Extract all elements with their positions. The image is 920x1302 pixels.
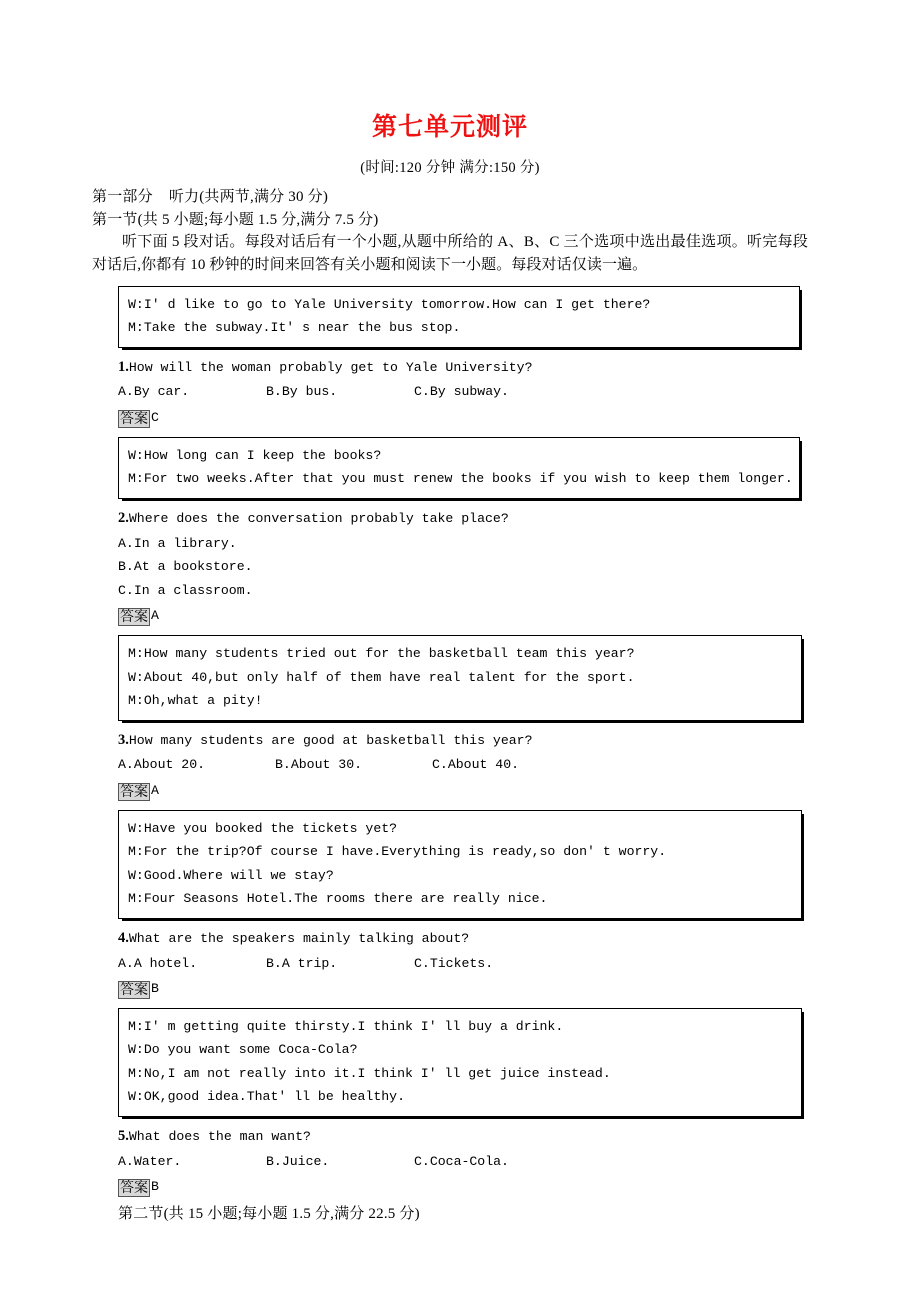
option-b[interactable]: B.At a bookstore. xyxy=(118,559,253,575)
question-text: How many students are good at basketball this year? xyxy=(128,732,533,748)
answer-letter: B xyxy=(151,981,159,996)
dialog-line: W:Good.Where will we stay? xyxy=(128,867,334,883)
question-options xyxy=(118,753,808,777)
answer-letter: A xyxy=(151,782,159,798)
question-number: 3. xyxy=(118,731,129,748)
dialog-line: W:How long can I keep the books? xyxy=(128,447,382,463)
option-c[interactable]: C.By subway. xyxy=(414,384,509,400)
question-list xyxy=(92,286,808,1200)
question-text: What does the man want? xyxy=(128,1128,311,1144)
answer-row xyxy=(118,975,808,1001)
question-options xyxy=(118,952,808,976)
question-stem xyxy=(118,1124,808,1150)
question-options xyxy=(118,380,808,404)
next-section-heading: 第二节(共 15 小题;每小题 1.5 分,满分 22.5 分) xyxy=(118,1206,420,1223)
option-a[interactable]: A.About 20. xyxy=(118,757,206,773)
question-item xyxy=(118,926,808,1001)
part-heading-subject: 听力(共两节,满分 30 分) xyxy=(168,189,329,205)
question-number: 4. xyxy=(118,929,129,946)
question-item xyxy=(118,355,808,430)
dialog-line: M:I' m getting quite thirsty.I think I' ll buy a drink. xyxy=(128,1018,564,1034)
question-number: 5. xyxy=(118,1127,129,1144)
answer-badge: 答案 xyxy=(120,1180,148,1197)
answer-badge: 答案 xyxy=(120,982,148,998)
answer-badge: 答案 xyxy=(120,783,148,800)
question-options xyxy=(118,1150,808,1174)
question-stem xyxy=(118,355,808,381)
dialog-box xyxy=(118,286,800,348)
question-text: What are the speakers mainly talking about? xyxy=(128,930,470,946)
answer-row xyxy=(118,777,808,803)
option-a[interactable]: A.By car. xyxy=(118,384,190,400)
dialog-line: M:For two weeks.After that you must renew the books if you wish to keep them longer. xyxy=(128,471,793,487)
question-stem xyxy=(118,926,808,952)
dialog-box xyxy=(118,1008,802,1117)
dialog-line: M:Take the subway.It' s near the bus stop. xyxy=(128,320,461,336)
answer-row xyxy=(118,404,808,430)
dialog-line: M:For the trip?Of course I have.Everything is ready,so don' t worry. xyxy=(128,844,667,860)
option-a[interactable]: A.Water. xyxy=(118,1153,182,1169)
answer-letter: B xyxy=(151,1179,159,1195)
answer-row xyxy=(118,602,808,628)
question-text: How will the woman probably get to Yale University? xyxy=(128,359,533,375)
exam-meta: (时间:120 分钟 满分:150 分) xyxy=(360,160,540,176)
question-stem xyxy=(118,728,808,754)
question-item xyxy=(118,1124,808,1199)
question-number: 1. xyxy=(118,358,129,375)
option-b[interactable]: B.A trip. xyxy=(266,955,338,971)
dialog-line: M:Four Seasons Hotel.The rooms there are really nice. xyxy=(128,891,548,907)
option-c[interactable]: C.About 40. xyxy=(432,757,520,773)
part-heading-label: 第一部分 xyxy=(92,189,153,205)
question-stem xyxy=(118,506,808,532)
dialog-line: W:I' d like to go to Yale University tomorrow.How can I get there? xyxy=(128,296,651,312)
dialog-box xyxy=(118,437,800,499)
answer-badge: 答案 xyxy=(120,609,148,626)
option-a[interactable]: A.A hotel. xyxy=(118,955,198,971)
dialog-line: W:About 40,but only half of them have real talent for the sport. xyxy=(128,669,635,685)
dialog-line: W:OK,good idea.That' ll be healthy. xyxy=(128,1089,405,1105)
dialog-line: M:No,I am not really into it.I think I' ll get juice instead. xyxy=(128,1065,611,1081)
question-number: 2. xyxy=(118,509,129,526)
answer-letter: C xyxy=(151,409,159,425)
answer-badge: 答案 xyxy=(120,410,148,427)
dialog-box xyxy=(118,635,802,721)
question-item xyxy=(118,728,808,803)
dialog-line: M:Oh,what a pity! xyxy=(128,693,263,708)
section-heading: 第一节(共 5 小题;每小题 1.5 分,满分 7.5 分) xyxy=(92,211,379,228)
section-instructions: 听下面 5 段对话。每段对话后有一个小题,从题中所给的 A、B、C 三个选项中选出最佳选项。听完每段对话后,你都有 10 秒钟的时间来回答有关小题和阅读下一小题。每段对话仅读一遍。 xyxy=(92,234,808,273)
question-text: Where does the conversation probably take place? xyxy=(128,510,509,526)
page-title: 第七单元测评 xyxy=(371,112,528,141)
question-item xyxy=(118,506,808,628)
option-c[interactable]: C.Tickets. xyxy=(414,955,494,971)
option-b[interactable]: B.Juice. xyxy=(266,1153,330,1169)
answer-row xyxy=(118,1173,808,1199)
question-options xyxy=(118,532,808,603)
part-heading xyxy=(92,186,808,209)
option-b[interactable]: B.About 30. xyxy=(275,757,363,773)
option-a[interactable]: A.In a library. xyxy=(118,535,237,551)
option-b[interactable]: B.By bus. xyxy=(266,384,338,400)
answer-letter: A xyxy=(151,608,159,624)
option-c[interactable]: C.Coca-Cola. xyxy=(414,1153,509,1169)
option-c[interactable]: C.In a classroom. xyxy=(118,582,253,598)
dialog-line: M:How many students tried out for the basketball team this year? xyxy=(128,646,635,661)
dialog-line: W:Have you booked the tickets yet? xyxy=(128,820,398,836)
dialog-line: W:Do you want some Coca-Cola? xyxy=(128,1042,358,1058)
dialog-box xyxy=(118,810,802,919)
